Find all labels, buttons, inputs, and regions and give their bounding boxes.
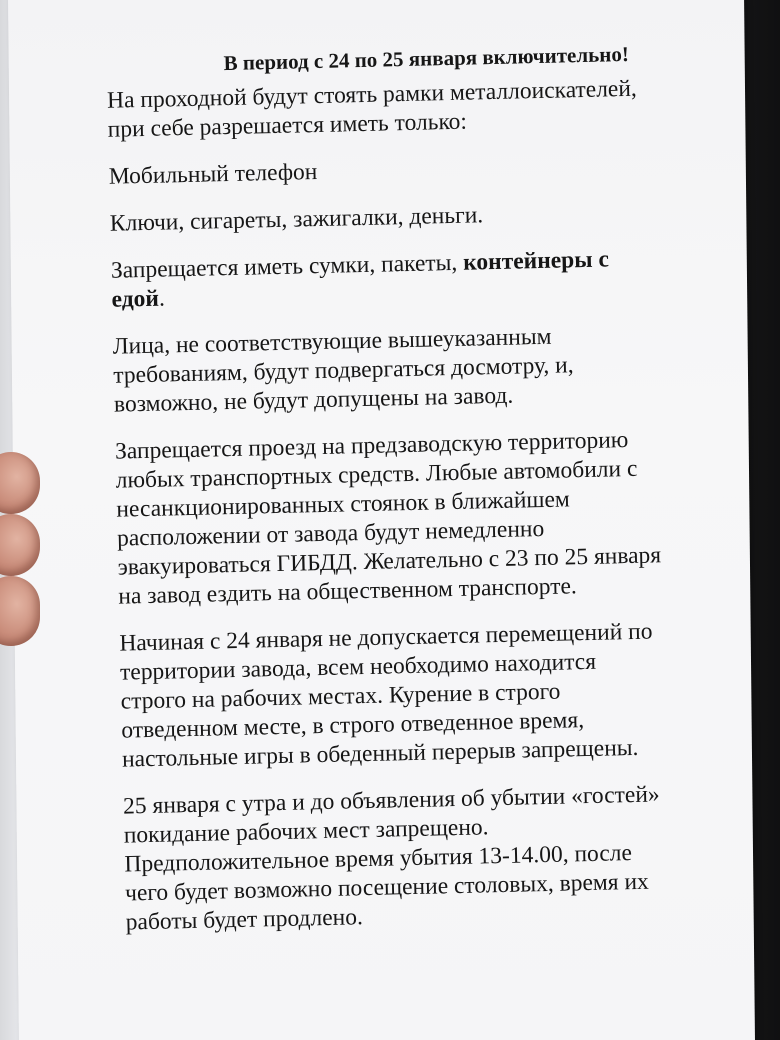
text-line: при себе разрешается иметь только: xyxy=(107,108,468,143)
text-line: несанкционированных стоянок в ближайшем xyxy=(116,486,571,523)
text-line: эвакуироваться ГИБДД. Желательно с 23 по 25 января xyxy=(117,542,662,581)
text-line: 25 января с утра и до объявления об убытии «гостей» xyxy=(122,781,660,820)
text-line: расположении от завода будут немедленно xyxy=(116,515,545,552)
text-line: строго на рабочих местах. Курение в строго xyxy=(120,678,561,715)
text-line: настольные игры в обеденный перерыв запрещены. xyxy=(121,734,639,773)
paragraph-forbidden-bags xyxy=(111,242,742,314)
text-emphasis: контейнеры с xyxy=(462,246,610,276)
paragraph-departure xyxy=(124,836,756,937)
notice-text xyxy=(96,37,756,955)
paragraph-vehicles xyxy=(115,423,749,611)
text-line: Начиная с 24 января не допускается перемещений по xyxy=(119,618,653,657)
text-line: На проходной будут стоять рамки металлоискателей, xyxy=(106,75,638,114)
text-line: Запрещается проезд на предзаводскую территорию xyxy=(114,427,629,465)
text-line: требованиям, будут подвергаться досмотру, и, xyxy=(113,352,574,389)
text-line: возможно, не будут допущены на завод. xyxy=(113,382,514,418)
text-line: Ключи, сигареты, зажигалки, деньги. xyxy=(109,202,484,237)
text-regular: Запрещается иметь сумки, пакеты, xyxy=(110,249,464,284)
text-line: территории завода, всем необходимо находится xyxy=(119,648,597,686)
notice-title: В период с 24 по 25 января включительно! xyxy=(223,41,630,76)
text-line: работы будет продлено. xyxy=(125,904,364,936)
text-line: на завод ездить на общественном транспорте. xyxy=(118,573,578,610)
paragraph-allowed-phone xyxy=(109,148,739,191)
paragraph-metal-detectors xyxy=(107,72,738,144)
text-line: Предположительное время убытия 13-14.00, после xyxy=(124,840,633,878)
text-line: чего будет возможно посещение столовых, время их xyxy=(124,868,650,907)
text-line: отведенном месте, в строго отведенное время, xyxy=(121,707,585,744)
paragraph-inspection xyxy=(112,318,744,419)
text-line: Лица, не соответствующие вышеуказанным xyxy=(112,323,552,360)
text-line: покидание рабочих мест запрещено. xyxy=(123,814,489,849)
text-emphasis: едой xyxy=(111,285,160,313)
text-line: Мобильный телефон xyxy=(108,159,318,190)
text-regular: . xyxy=(158,285,166,312)
paragraph-movement xyxy=(119,615,752,774)
text-line: любых транспортных средств. Любые автомобили с xyxy=(115,455,638,494)
paragraph-allowed-items xyxy=(110,195,740,238)
